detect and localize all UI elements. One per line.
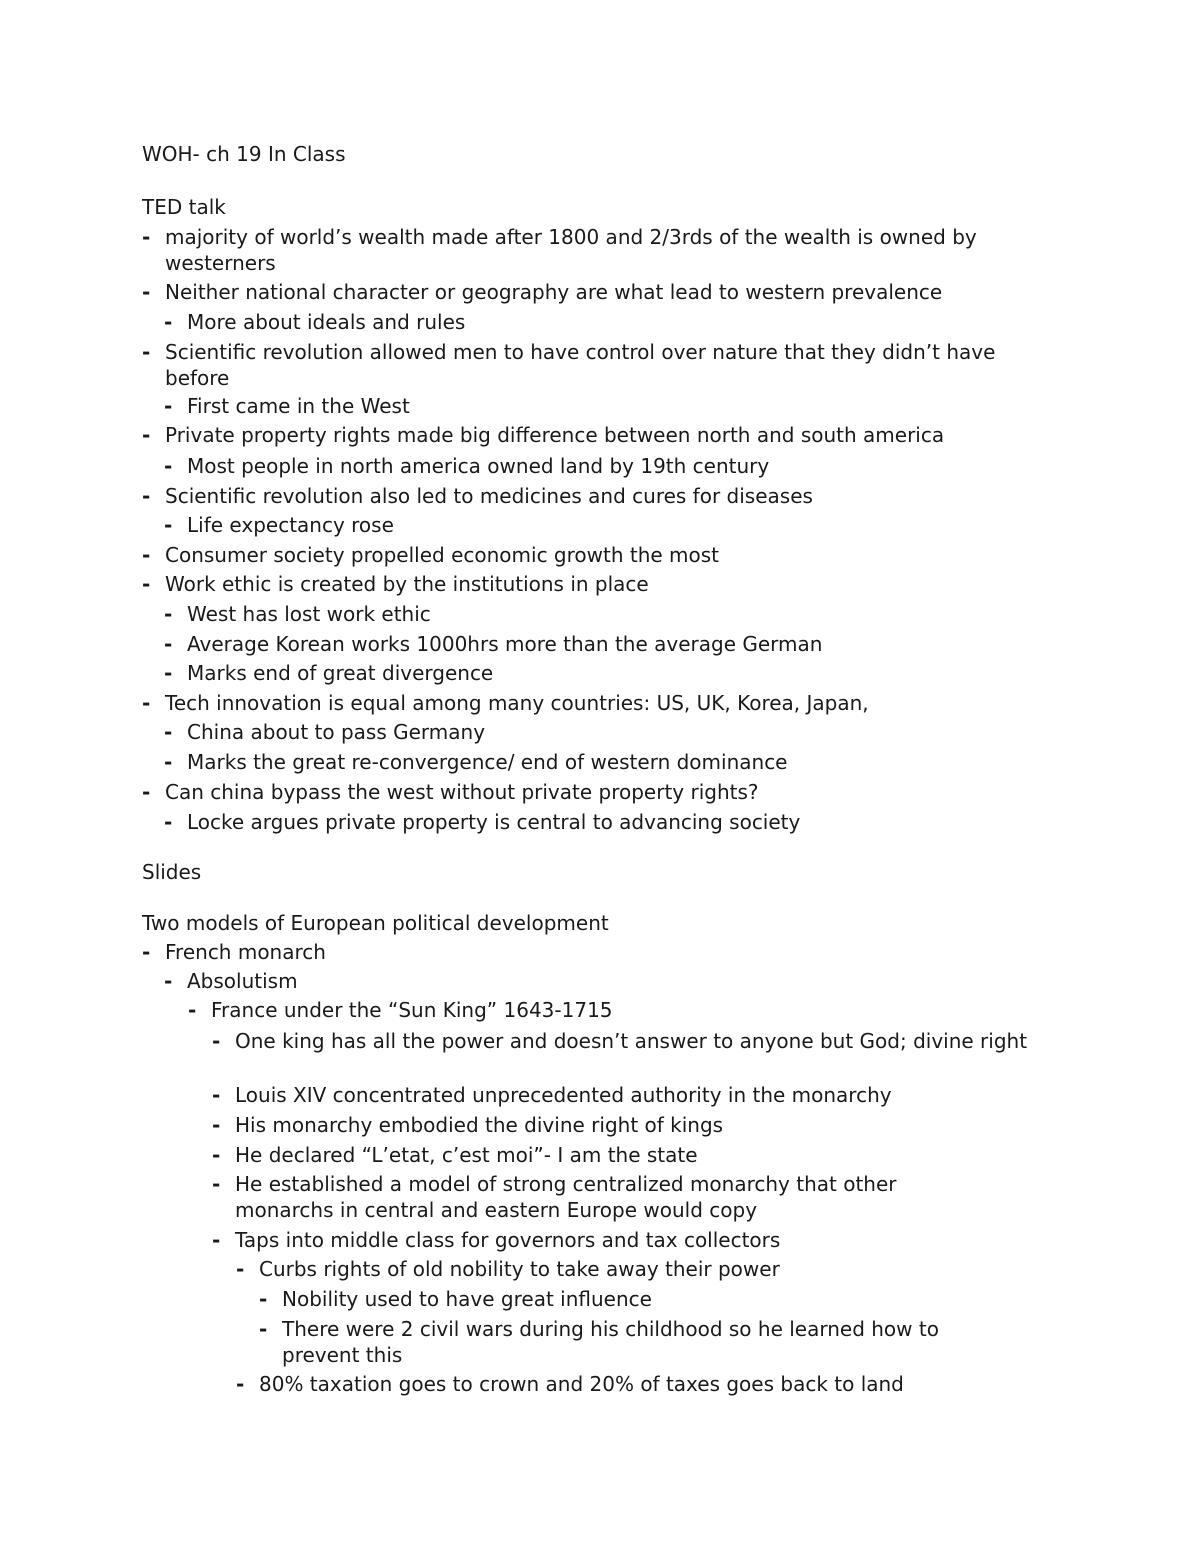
bullet-dash-icon: - [142,572,151,596]
bullet-dash-icon: - [164,661,173,685]
bullet-dash-icon: - [164,750,173,774]
bullet-dash-icon: - [142,691,151,715]
bullet-dash-icon: - [142,280,151,304]
bullet-dash-icon: - [212,1029,221,1053]
list-item: - Marks the great re-convergence/ end of western dominance [164,750,788,774]
bullet-dash-icon: - [236,1257,245,1281]
bullet-dash-icon: - [142,423,151,447]
list-item: - First came in the West [164,394,410,418]
list-item: - More about ideals and rules [164,310,466,334]
bullet-dash-icon: - [212,1113,221,1137]
bullet-dash-icon: - [142,484,151,508]
bullet-dash-icon: - [142,780,151,804]
section-heading-slides: Slides [142,860,202,884]
bullet-dash-icon: - [142,225,151,249]
section-subheading: Two models of European political development [142,911,609,935]
list-item: - West has lost work ethic [164,602,431,626]
list-item: - Tech innovation is equal among many countries: US, UK, Korea, Japan, [142,691,869,715]
bullet-dash-icon: - [164,513,173,537]
bullet-dash-icon: - [164,602,173,626]
list-item: - Marks end of great divergence [164,661,494,685]
list-item: - majority of world’s wealth made after 1800 and 2/3rds of the wealth is owned by westerners [142,225,977,275]
bullet-dash-icon: - [164,720,173,744]
list-item: - Life expectancy rose [164,513,394,537]
bullet-dash-icon: - [188,998,197,1022]
list-item: - Neither national character or geography are what lead to western prevalence [142,280,943,304]
list-item: - Nobility used to have great influence [259,1287,652,1311]
list-item: - China about to pass Germany [164,720,486,744]
bullet-dash-icon: - [164,454,173,478]
list-item: - Taps into middle class for governors and tax collectors [212,1228,781,1252]
list-item: - Scientific revolution also led to medicines and cures for diseases [142,484,813,508]
bullet-dash-icon: - [236,1372,245,1396]
list-item: - Can china bypass the west without private property rights? [142,780,759,804]
list-item: - Most people in north america owned land by 19th century [164,454,770,478]
list-item: - French monarch [142,940,326,964]
bullet-dash-icon: - [212,1228,221,1252]
list-item: - Louis XIV concentrated unprecedented authority in the monarchy [212,1083,892,1107]
bullet-dash-icon: - [142,940,151,964]
list-item: - One king has all the power and doesn’t answer to anyone but God; divine right [212,1029,1028,1053]
bullet-dash-icon: - [259,1317,268,1341]
bullet-dash-icon: - [164,810,173,834]
document-title: WOH- ch 19 In Class [142,142,346,166]
bullet-dash-icon: - [142,543,151,567]
list-item: - Absolutism [164,969,298,993]
bullet-dash-icon: - [164,632,173,656]
list-item: - His monarchy embodied the divine right of kings [212,1113,724,1137]
list-item: - Average Korean works 1000hrs more than the average German [164,632,823,656]
bullet-dash-icon: - [142,340,151,364]
list-item: - He declared “L’etat, c’est moi”- I am the state [212,1143,698,1167]
list-item: - Scientific revolution allowed men to have control over nature that they didn’t have before [142,340,996,390]
bullet-dash-icon: - [259,1287,268,1311]
bullet-dash-icon: - [212,1172,221,1196]
bullet-dash-icon: - [164,394,173,418]
bullet-dash-icon: - [212,1143,221,1167]
list-item: - 80% taxation goes to crown and 20% of taxes goes back to land [236,1372,904,1396]
list-item: - Work ethic is created by the institutions in place [142,572,649,596]
list-item: - Consumer society propelled economic growth the most [142,543,720,567]
section-heading-ted-talk: TED talk [142,195,226,219]
list-item: - Private property rights made big difference between north and south america [142,423,945,447]
list-item: - There were 2 civil wars during his childhood so he learned how to prevent this [259,1317,939,1367]
bullet-dash-icon: - [212,1083,221,1107]
bullet-dash-icon: - [164,310,173,334]
list-item: - Curbs rights of old nobility to take away their power [236,1257,780,1281]
list-item: - Locke argues private property is central to advancing society [164,810,801,834]
list-item: - France under the “Sun King” 1643-1715 [188,998,613,1022]
list-item: - He established a model of strong centralized monarchy that other monarchs in central and eastern Europe would copy [212,1172,897,1222]
bullet-dash-icon: - [164,969,173,993]
